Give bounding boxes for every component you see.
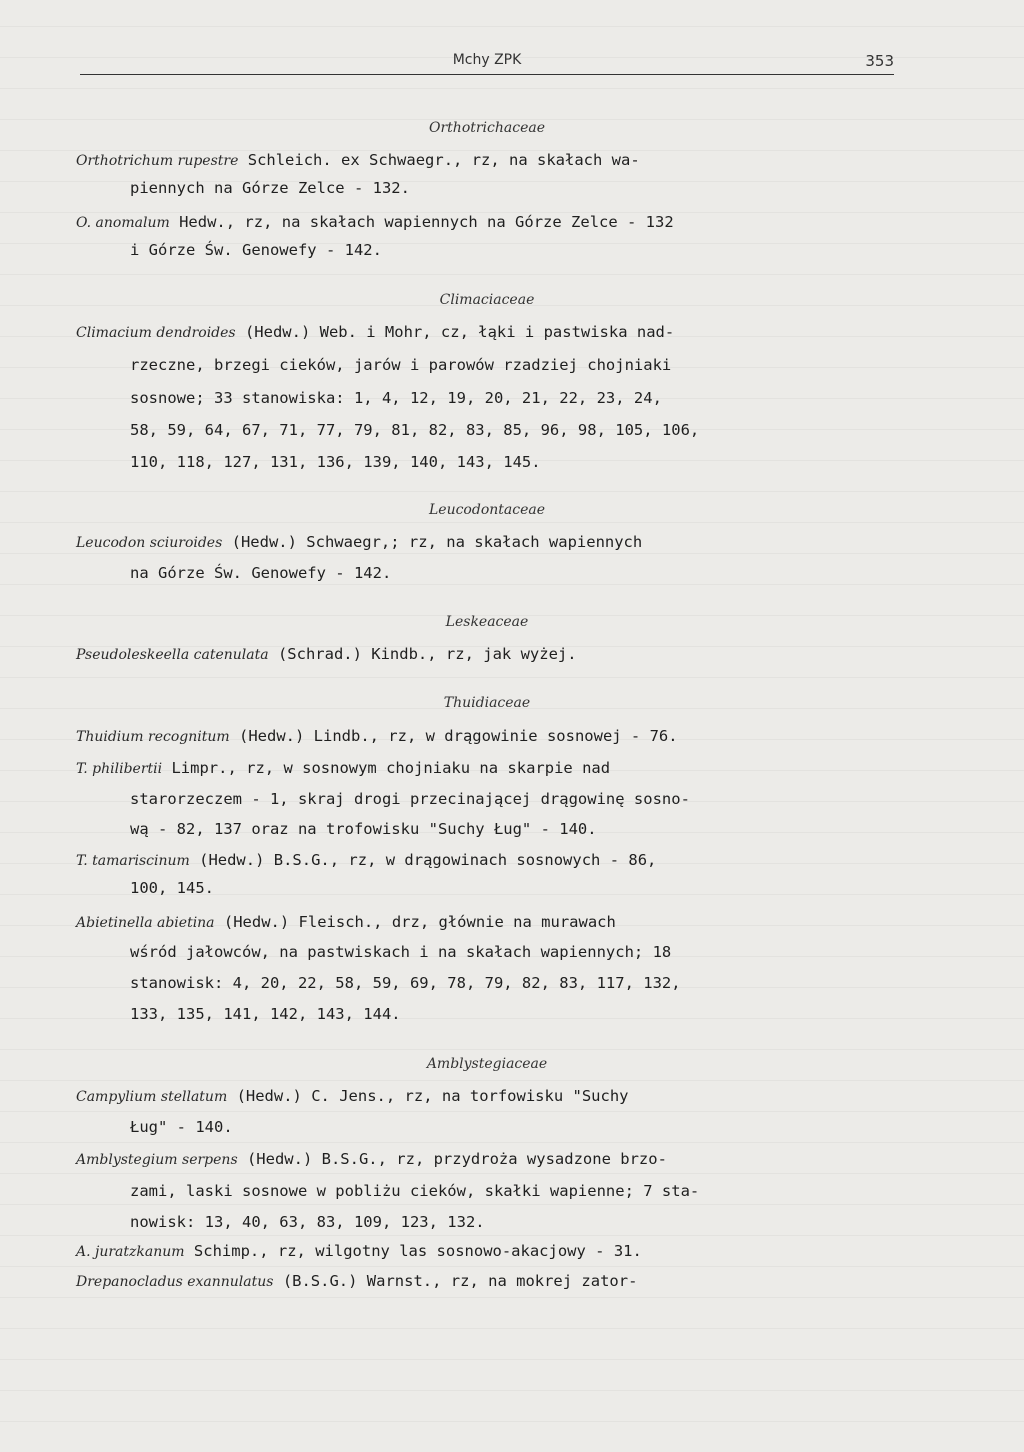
species-name: Pseudoleskeella catenulata: [76, 647, 269, 663]
entry-text: (Hedw.) Web. i Mohr, cz, łąki i pastwiska nad-: [244, 323, 675, 341]
family-heading: Leucodontaceae: [428, 502, 545, 518]
entry-line: [76, 1149, 667, 1170]
species-name: Orthotrichum rupestre: [76, 153, 239, 169]
running-title: Mchy ZPK: [452, 52, 522, 68]
entry-line: wą - 82, 137 oraz na trofowisku "Suchy Ług" - 140.: [130, 820, 597, 838]
entry-line: nowisk: 13, 40, 63, 83, 109, 123, 132.: [130, 1213, 485, 1231]
entry-text: (Hedw.) Schwaegr,; rz, na skałach wapiennych: [231, 533, 643, 551]
entry-line: [76, 850, 656, 871]
entry-line: [76, 1241, 642, 1262]
species-name: Drepanocladus exannulatus: [76, 1274, 274, 1290]
entry-text: (Hedw.) Lindb., rz, w drągowinie sosnowej - 76.: [239, 727, 678, 745]
entry-line: 58, 59, 64, 67, 71, 77, 79, 81, 82, 83, 85, 96, 98, 105, 106,: [130, 421, 700, 439]
entry-line: [76, 150, 640, 171]
entry-line: piennych na Górze Zelce - 132.: [130, 179, 410, 197]
entry-text: Hedw., rz, na skałach wapiennych na Górze Zelce - 132: [179, 213, 674, 231]
entry-text: (Hedw.) B.S.G., rz, przydroża wysadzone brzo-: [246, 1150, 667, 1168]
page-header: [80, 52, 894, 75]
species-name: Leucodon sciuroides: [76, 535, 223, 551]
entry-line: [76, 726, 678, 747]
entry-line: [76, 1271, 637, 1292]
species-name: Thuidium recognitum: [76, 729, 230, 745]
entry-line: sosnowe; 33 stanowiska: 1, 4, 12, 19, 20, 21, 22, 23, 24,: [130, 389, 662, 407]
entry-line: zami, laski sosnowe w pobliżu cieków, skałki wapienne; 7 sta-: [130, 1182, 700, 1200]
species-name: A. juratzkanum: [76, 1244, 185, 1260]
family-heading: Leskeaceae: [445, 614, 529, 630]
entry-text: (Schrad.) Kindb., rz, jak wyżej.: [277, 645, 577, 663]
species-name: T. philibertii: [76, 761, 163, 777]
entry-line: Ług" - 140.: [130, 1118, 233, 1136]
family-heading: Amblystegiaceae: [426, 1056, 548, 1072]
family-heading: Orthotrichaceae: [429, 120, 545, 136]
entry-text: (B.S.G.) Warnst., rz, na mokrej zator-: [282, 1272, 638, 1290]
species-name: Climacium dendroides: [76, 325, 236, 341]
entry-text: (Hedw.) C. Jens., rz, na torfowisku "Suchy: [236, 1087, 629, 1105]
entry-line: stanowisk: 4, 20, 22, 58, 59, 69, 78, 79, 82, 83, 117, 132,: [130, 974, 681, 992]
entry-line: 110, 118, 127, 131, 136, 139, 140, 143, 145.: [130, 453, 541, 471]
family-heading: Thuidiaceae: [443, 695, 531, 711]
entry-line: 100, 145.: [130, 879, 214, 897]
entry-line: [76, 1086, 629, 1107]
species-name: T. tamariscinum: [76, 853, 190, 869]
entry-line: starorzeczem - 1, skraj drogi przecinającej drągowinę sosno-: [130, 790, 690, 808]
page-number: 353: [865, 52, 894, 70]
entry-text: Limpr., rz, w sosnowym chojniaku na skarpie nad: [171, 759, 611, 777]
entry-line: rzeczne, brzegi cieków, jarów i parowów rzadziej chojniaki: [130, 356, 672, 374]
family-heading: Climaciaceae: [439, 292, 535, 308]
entry-line: na Górze Św. Genowefy - 142.: [130, 564, 392, 582]
entry-text: Schleich. ex Schwaegr., rz, na skałach wa-: [247, 151, 640, 169]
entry-line: [76, 532, 642, 553]
species-name: Amblystegium serpens: [76, 1152, 238, 1168]
entry-line: i Górze Św. Genowefy - 142.: [130, 241, 382, 259]
species-name: Abietinella abietina: [76, 915, 215, 931]
entry-text: (Hedw.) Fleisch., drz, głównie na murawach: [223, 913, 616, 931]
entry-line: [76, 644, 577, 665]
entry-line: [76, 758, 610, 779]
entry-text: (Hedw.) B.S.G., rz, w drągowinach sosnowych - 86,: [199, 851, 657, 869]
entry-line: 133, 135, 141, 142, 143, 144.: [130, 1005, 401, 1023]
entry-line: wśród jałowców, na pastwiskach i na skałach wapiennych; 18: [130, 943, 672, 961]
entry-line: [76, 322, 674, 343]
species-name: Campylium stellatum: [76, 1089, 228, 1105]
entry-text: Schimp., rz, wilgotny las sosnowo-akacjowy - 31.: [193, 1242, 642, 1260]
species-name: O. anomalum: [76, 215, 170, 231]
entry-line: [76, 212, 674, 233]
entry-line: [76, 912, 616, 933]
